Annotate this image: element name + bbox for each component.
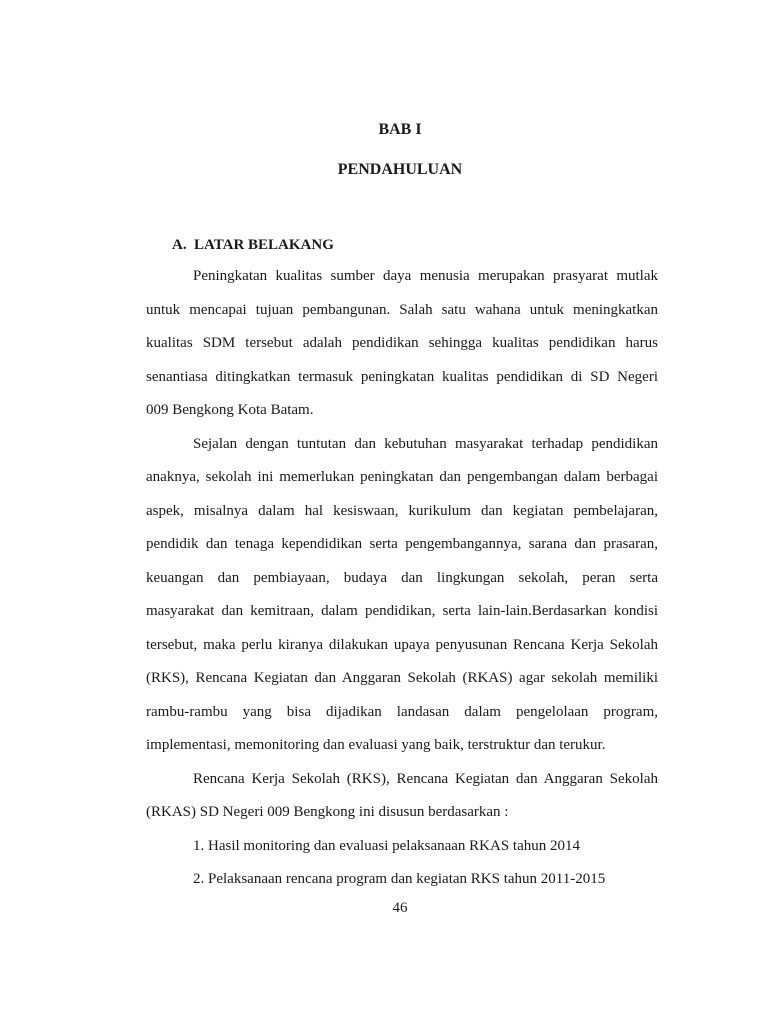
paragraph-line: 009 Bengkong Kota Batam. xyxy=(146,402,314,418)
paragraph-line: Rencana Kerja Sekolah (RKS), Rencana Kegiatan dan Anggaran Sekolah xyxy=(193,770,658,787)
list-item: 2. Pelaksanaan rencana program dan kegiatan RKS tahun 2011-2015 xyxy=(193,871,606,887)
paragraph-line: untuk mencapai tujuan pembangunan. Salah satu wahana untuk meningkatkan xyxy=(146,301,658,318)
page-number: 46 xyxy=(392,900,408,916)
paragraph-line: masyarakat dan kemitraan, dalam pendidikan, serta lain-lain.Berdasarkan kondisi xyxy=(146,603,658,619)
paragraph-line: Sejalan dengan tuntutan dan kebutuhan masyarakat terhadap pendidikan xyxy=(193,435,658,452)
chapter-number: BAB I xyxy=(378,121,422,138)
body-text xyxy=(146,260,658,897)
paragraph-line: anaknya, sekolah ini memerlukan peningkatan dan pengembangan dalam berbagai xyxy=(146,469,658,485)
chapter-title: PENDAHULUAN xyxy=(337,161,463,178)
paragraph-line: pendidik dan tenaga kependidikan serta pengembangannya, sarana dan prasaran, xyxy=(146,536,658,552)
section-heading xyxy=(172,237,334,254)
section-title: LATAR BELAKANG xyxy=(194,237,334,253)
paragraph-line: implementasi, memonitoring dan evaluasi yang baik, terstruktur dan terukur. xyxy=(146,737,606,753)
paragraph-line: tersebut, maka perlu kiranya dilakukan upaya penyusunan Rencana Kerja Sekolah xyxy=(146,636,658,653)
paragraph-line: (RKAS) SD Negeri 009 Bengkong ini disusun berdasarkan : xyxy=(146,804,509,820)
paragraph-line: senantiasa ditingkatkan termasuk peningkatan kualitas pendidikan di SD Negeri xyxy=(146,368,658,385)
paragraph-line: kualitas SDM tersebut adalah pendidikan sehingga kualitas pendidikan harus xyxy=(146,335,658,351)
paragraph-line: rambu-rambu yang bisa dijadikan landasan dalam pengelolaan program, xyxy=(146,703,658,720)
paragraph-line: aspek, misalnya dalam hal kesiswaan, kurikulum dan kegiatan pembelajaran, xyxy=(146,502,658,519)
paragraph-line: (RKS), Rencana Kegiatan dan Anggaran Sekolah (RKAS) agar sekolah memiliki xyxy=(146,670,658,686)
list-item: 1. Hasil monitoring dan evaluasi pelaksanaan RKAS tahun 2014 xyxy=(193,837,581,854)
paragraph-line: Peningkatan kualitas sumber daya menusia merupakan prasyarat mutlak xyxy=(193,268,658,284)
paragraph-line: keuangan dan pembiayaan, budaya dan lingkungan sekolah, peran serta xyxy=(146,569,658,586)
section-number: A. xyxy=(172,237,187,253)
